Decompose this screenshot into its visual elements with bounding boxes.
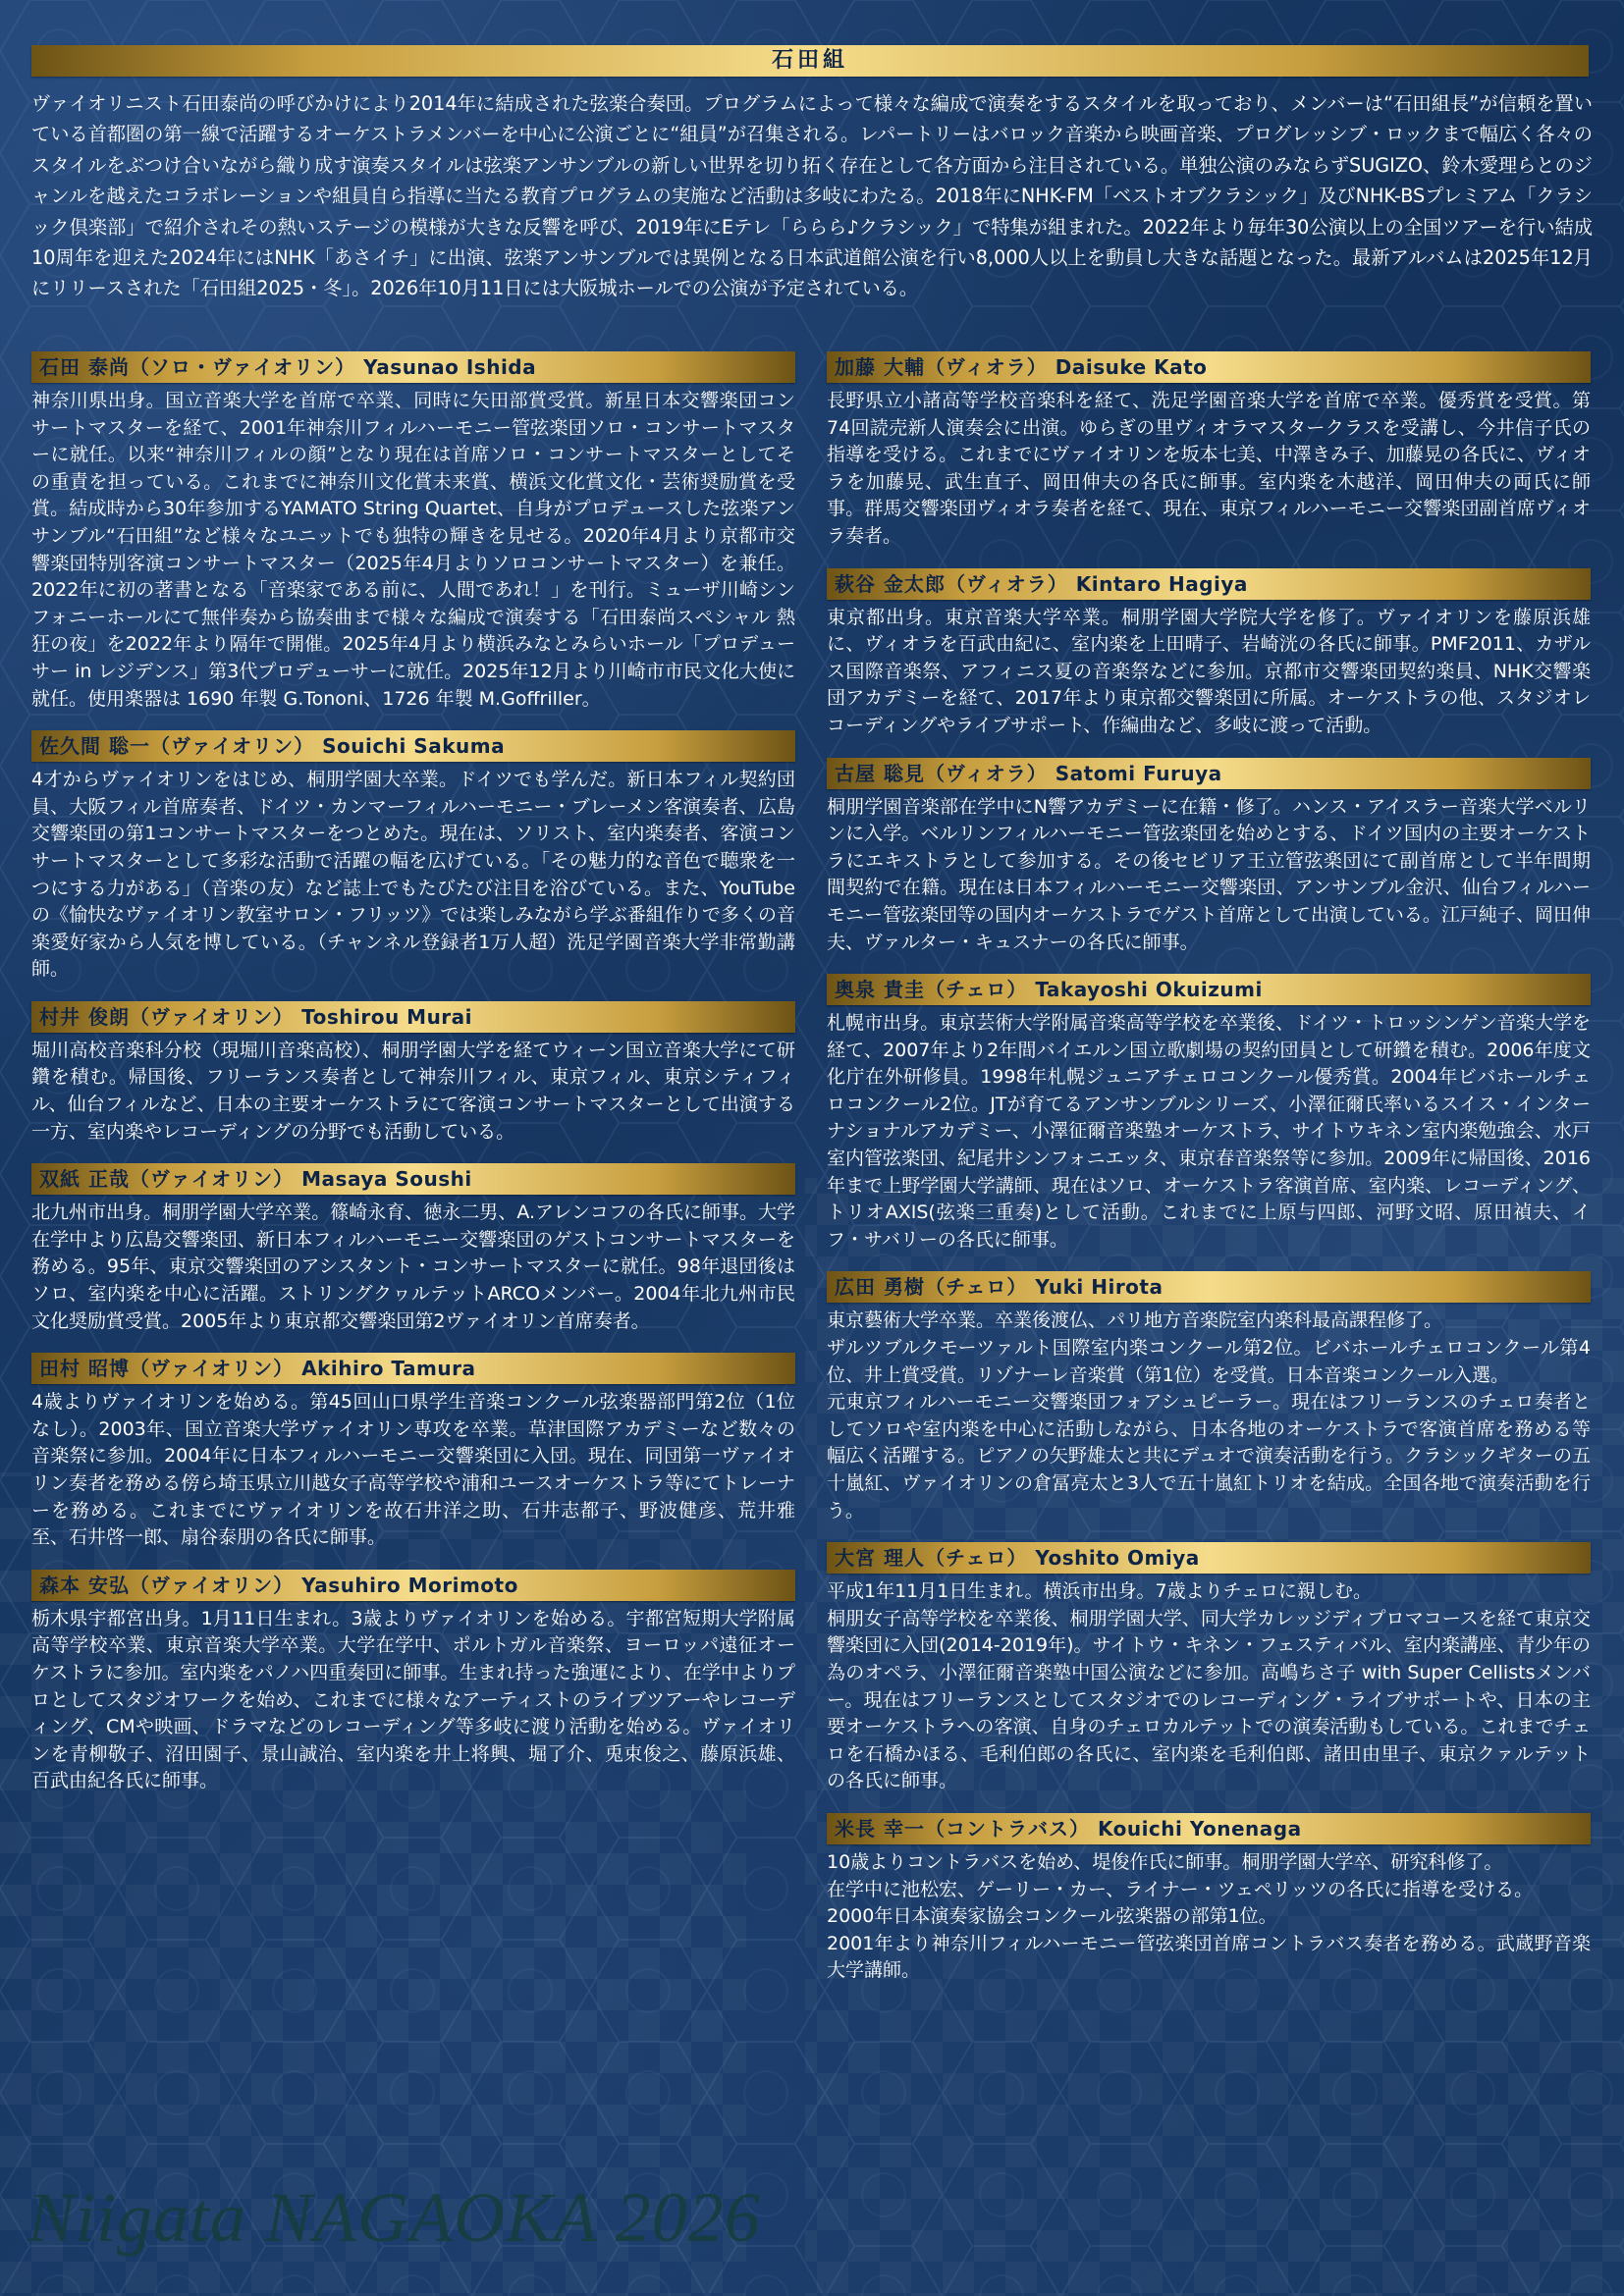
member-bio: 東京藝術大学卒業。卒業後渡仏、パリ地方音楽院室内楽科最高課程修了。 ザルツブルクモーツァルト国際室内楽コンクール第2位。ビバホールチェロコンクール第4位、井上賞受賞。リゾナーレ音楽賞（第1位）を受賞。日本音楽コンクール入選。 元東京フィルハーモニー交響楽団フォアシュピーラー。現在はフリーランスのチェロ奏者としてソロや室内楽を中心に活動しながら、日本各地のオーケストラで客演首席を務める等幅広く活躍する。ピアノの矢野雄太と共にデュオで演奏活動を行う。クラシックギターの五十嵐紅、ヴァイオリンの倉冨亮太と3人で五十嵐紅トリオを結成。全国各地で演奏活動を行う。 [827,1309,1591,1522]
member-profile-kato [827,351,1591,551]
member-heading [31,351,795,383]
member-heading [827,568,1591,600]
member-name-en: Yoshito Omiya [1035,1546,1200,1571]
member-name-en: Kintaro Hagiya [1075,571,1248,596]
member-profile-hirota [827,1271,1591,1524]
member-bio: 4才からヴァイオリンをはじめ、桐朋学園大卒業。ドイツでも学んだ。新日本フィル契約団員、大阪フィル首席奏者、ドイツ・カンマーフィルハーモニー・ブレーメン客演奏者、広島交響楽団の第1コンサートマスターをつとめた。現在は、ソリスト、室内楽奏者、客演コンサートマスターとして多彩な活動で活躍の幅を広げている。「その魅力的な音色で聴衆を一つにする力がある」（音楽の友）など誌上でもたびたび注目を浴びている。また、YouTubeの《愉快なヴァイオリン教室サロン・フリッツ》では楽しみながら学ぶ番組作りで多くの音楽愛好家から人気を博している。（チャンネル登録者1万人超）洗足学園音楽大学非常勤講師。 [31,769,795,981]
member-name: 萩谷 金太郎（ヴィオラ） [835,571,1068,596]
ensemble-intro: ヴァイオリニスト石田泰尚の呼びかけにより2014年に結成された弦楽合奏団。プログラムによって様々な編成で演奏をするスタイルを取っており、メンバーは“石田組長”が信頼を置いている首都圏の第一線で活躍するオーケストラメンバーを中心に公演ごとに“組員”が召集される。レパートリーはバロック音楽から映画音楽、プログレッシブ・ロックまで幅広く各々のスタイルをぶつけ合いながら織り成す演奏スタイルは弦楽アンサンブルの新しい世界を切り拓く存在として各方面から注目されている。単独公演のみならずSUGIZO、鈴木愛理らとのジャンルを越えたコラボレーションや組員自ら指導に当たる教育プログラムの実施など活動は多岐にわたる。2018年にNHK-FM「ベストオブクラシック」及びNHK-BSプレミアム「クラシック倶楽部」で紹介されその熱いステージの模様が大きな反響を呼び、2019年にEテレ「ららら♪クラシック」で特集が組まれた。2022年より毎年30公演以上の全国ツアーを行い結成10周年を迎えた2024年にはNHK「あさイチ」に出演、弦楽アンサンブルでは異例となる日本武道館公演を行い8,000人以上を動員し大きな話題となった。最新アルバムは2025年12月にリリースされた「石田組2025・冬」。2026年10月11日には大阪城ホールでの公演が予定されている。 [31,92,1593,300]
member-name: 村井 俊朗（ヴァイオリン） [39,1004,295,1029]
member-bio: 札幌市出身。東京芸術大学附属音楽高等学校を卒業後、ドイツ・トロッシンゲン音楽大学を経て、2007年より2年間バイエルン国立歌劇場の契約団員として研鑽を積む。2006年度文化庁在外研修員。1998年札幌ジュニアチェロコンクール優秀賞。2004年ビバホールチェロコンクール2位。JTが育てるアンサンブルシリーズ、小澤征爾氏率いるスイス・インターナショナルアカデミー、小澤征爾音楽塾オーケストラ、サイトウキネン室内楽勉強会、水戸室内管弦楽団、紀尾井シンフォニエッタ、東京春音楽祭等に参加。2009年に帰国後、2016年まで上野学園大学講師、現在はソロ、オーケストラ客演首席、室内楽、レコーディング、トリオAXIS(弦楽三重奏)として活動。これまでに上原与四郎、河野文昭、原田禎夫、イフ・サバリーの各氏に師事。 [827,1012,1591,1251]
member-profile-ishida [31,351,795,713]
member-name: 石田 泰尚（ソロ・ヴァイオリン） [39,355,356,379]
member-heading [31,1001,795,1033]
member-name: 奥泉 貴圭（チェロ） [835,978,1028,1002]
member-heading [31,1163,795,1195]
member-name-en: Masaya Soushi [301,1167,472,1192]
footer-watermark: Niigata NAGAOKA 2026 [27,2178,761,2257]
member-name-en: Toshirou Murai [301,1004,473,1029]
member-name-en: Akihiro Tamura [301,1357,476,1381]
member-name: 加藤 大輔（ヴィオラ） [835,355,1048,379]
member-name-en: Kouichi Yonenaga [1097,1816,1302,1841]
member-bio: 10歳よりコントラバスを始め、堤俊作氏に師事。桐朋学園大学卒、研究科修了。 在学中に池松宏、ゲーリー・カー、ライナー・ツェペリッツの各氏に指導を受ける。 2000年日本演奏家協会コンクール弦楽器の部第1位。 2001年より神奈川フィルハーモニー管弦楽団首席コントラバス奏者を務める。武蔵野音楽大学講師。 [827,1850,1591,1982]
ensemble-title: 石田組 [31,45,1589,77]
member-bio: 長野県立小諸高等学校音楽科を経て、洗足学園音楽大学を首席で卒業。優秀賞を受賞。第74回読売新人演奏会に出演。ゆらぎの里ヴィオラマスタークラスを受講し、今井信子氏の指導を受ける。これまでにヴァイオリンを坂本七美、中澤きみ子、加藤晃の各氏に、ヴィオラを加藤晃、武生直子、岡田伸夫の各氏に師事。室内楽を木越洋、岡田伸夫の両氏に師事。群馬交響楽団ヴィオラ奏者を経て、現在、東京フィルハーモニー交響楽団副首席ヴィオラ奏者。 [827,390,1591,547]
member-name: 森本 安弘（ヴァイオリン） [39,1573,295,1597]
member-heading [31,1353,795,1384]
member-name: 米長 幸一（コントラバス） [835,1816,1090,1841]
member-heading [827,974,1591,1005]
member-name-en: Souichi Sakuma [322,734,506,759]
member-name: 佐久間 聡一（ヴァイオリン） [39,734,315,759]
member-heading [827,1271,1591,1303]
members-left-column [31,351,795,1813]
member-profile-okuizumi [827,974,1591,1254]
member-heading [31,730,795,762]
member-profile-morimoto [31,1570,795,1795]
member-heading [827,1542,1591,1574]
member-bio: 北九州市出身。桐朋学園大学卒業。篠崎永育、徳永二男、A.アレンコフの各氏に師事。大学在学中より広島交響楽団、新日本フィルハーモニー交響楽団のゲストコンサートマスターを務める。95年、東京交響楽団のアシスタント・コンサートマスターに就任。98年退団後はソロ、室内楽を中心に活躍。ストリングクヮルテットARCOメンバー。2004年北九州市民文化奨励賞受賞。2005年より東京都交響楽団第2ヴァイオリン首席奏者。 [31,1201,795,1332]
member-heading [827,1813,1591,1844]
member-name-en: Yasunao Ishida [363,355,537,379]
member-name-en: Takayoshi Okuizumi [1035,978,1263,1002]
member-name: 田村 昭博（ヴァイオリン） [39,1357,295,1381]
member-heading [827,758,1591,789]
member-bio: 4歳よりヴァイオリンを始める。第45回山口県学生音楽コンクール弦楽器部門第2位（1位なし）。2003年、国立音楽大学ヴァイオリン専攻を卒業。草津国際アカデミーなど数々の音楽祭に参加。2004年に日本フィルハーモニー交響楽団に入団。現在、同団第一ヴァイオリン奏者を務める傍ら埼玉県立川越女子高等学校や浦和ユースオーケストラ等にてトレーナーを務める。これまでにヴァイオリンを故石井洋之助、石井志都子、野波健彦、荒井雅至、石井啓一郎、扇谷泰朋の各氏に師事。 [31,1391,795,1549]
members-right-column [827,351,1591,2002]
member-heading [31,1570,795,1601]
member-bio: 神奈川県出身。国立音楽大学を首席で卒業、同時に矢田部賞受賞。新星日本交響楽団コンサートマスターを経て、2001年神奈川フィルハーモニー管弦楽団ソロ・コンサートマスターに就任。以来“神奈川フィルの顔”となり現在は首席ソロ・コンサートマスターとしてその重責を担っている。これまでに神奈川文化賞未来賞、横浜文化賞文化・芸術奨励賞を受賞。結成時から30年参加するYAMATO String Quartet、自身がプロデュースした弦楽アンサンブル“石田組”など様々なユニットでも独特の輝きを見せる。2020年4月より京都市交響楽団特別客演コンサートマスター（2025年4月よりソロコンサートマスター）を兼任。2022年に初の著書となる「音楽家である前に、人間であれ！」を刊行。ミューザ川崎シンフォニーホールにて無伴奏から協奏曲まで様々な編成で演奏する「石田泰尚スペシャル 熱狂の夜」を2022年より隔年で開催。2025年4月より横浜みなとみらいホール「プロデューサー in レジデンス」第3代プロデューサーに就任。2025年12月より川崎市市民文化大使に就任。使用楽器は 1690 年製 G.Tononi、1726 年製 M.Goffriller。 [31,390,795,710]
member-name: 大宮 理人（チェロ） [835,1546,1028,1571]
member-profile-yonenaga [827,1813,1591,1985]
member-bio: 栃木県宇都宮出身。1月11日生まれ。3歳よりヴァイオリンを始める。宇都宮短期大学附属高等学校卒業、東京音楽大学卒業。大学在学中、ポルトガル音楽祭、ヨーロッパ遠征オーケストラに参加。室内楽をパノハ四重奏団に師事。生まれ持った強運により、在学中よりプロとしてスタジオワークを始め、これまでに様々なアーティストのライブツアーやレコーディング、CMや映画、ドラマなどのレコーディング等多岐に渡り活動を始める。ヴァイオリンを青柳敬子、沼田園子、景山誠治、室内楽を井上将興、堀了介、兎束俊之、藤原浜雄、百武由紀各氏に師事。 [31,1607,795,1792]
member-profile-murai [31,1001,795,1146]
member-name: 広田 勇樹（チェロ） [835,1275,1028,1300]
member-bio: 平成1年11月1日生まれ。横浜市出身。7歳よりチェロに親しむ。 桐朋女子高等学校を卒業後、桐朋学園大学、同大学カレッジディプロマコースを経て東京交響楽団に入団(2014-2019年)。サイトウ・キネン・フェスティバル、室内楽講座、青少年の為のオペラ、小澤征爾音楽塾中国公演などに参加。高嶋ちさ子 with Super Cellistsメンバー。現在はフリーランスとしてスタジオでのレコーディング・ライブサポートや、日本の主要オーケストラへの客演、自身のチェロカルテットでの演奏活動もしている。これまでチェロを石橋かほる、毛利伯郎の各氏に、室内楽を毛利伯郎、諸田由里子、東京クァルテットの各氏に師事。 [827,1580,1591,1792]
member-profile-omiya [827,1542,1591,1795]
member-profile-soushi [31,1163,795,1335]
member-profile-hagiya [827,568,1591,740]
member-name: 双紙 正哉（ヴァイオリン） [39,1167,295,1192]
member-profile-furuya [827,758,1591,957]
member-profile-tamura [31,1353,795,1552]
member-bio: 東京都出身。東京音楽大学卒業。桐朋学園大学院大学を修了。ヴァイオリンを藤原浜雄に、ヴィオラを百武由紀に、室内楽を上田晴子、岩崎洸の各氏に師事。PMF2011、カザルス国際音楽祭、アフィニス夏の音楽祭などに参加。京都市交響楽団契約楽員、NHK交響楽団アカデミーを経て、2017年より東京都交響楽団に所属。オーケストラの他、スタジオレコーディングやライブサポート、作編曲など、多岐に渡って活動。 [827,606,1591,736]
member-bio: 堀川高校音楽科分校（現堀川音楽高校）、桐朋学園大学を経てウィーン国立音楽大学にて研鑽を積む。帰国後、フリーランス奏者として神奈川フィル、東京フィル、東京シティフィル、仙台フィルなど、日本の主要オーケストラにて客演コンサートマスターとして出演する一方、室内楽やレコーディングの分野でも活動している。 [31,1039,795,1143]
member-name: 古屋 聡見（ヴィオラ） [835,761,1048,785]
member-name-en: Daisuke Kato [1055,355,1208,379]
member-name-en: Yuki Hirota [1035,1275,1164,1300]
member-name-en: Satomi Furuya [1055,761,1222,785]
member-name-en: Yasuhiro Morimoto [301,1573,518,1597]
member-bio: 桐朋学園音楽部在学中にN響アカデミーに在籍・修了。ハンス・アイスラー音楽大学ベルリンに入学。ベルリンフィルハーモニー管弦楽団を始めとする、ドイツ国内の主要オーケストラにエキストラとして参加する。その後セビリア王立管弦楽団にて副首席として半年間期間契約で在籍。現在は日本フィルハーモニー交響楽団、アンサンブル金沢、仙台フィルハーモニー管弦楽団等の国内オーケストラでゲスト首席として出演している。江戸純子、岡田伸夫、ヴァルター・キュスナーの各氏に師事。 [827,795,1591,953]
member-profile-sakuma [31,730,795,984]
member-heading [827,351,1591,383]
